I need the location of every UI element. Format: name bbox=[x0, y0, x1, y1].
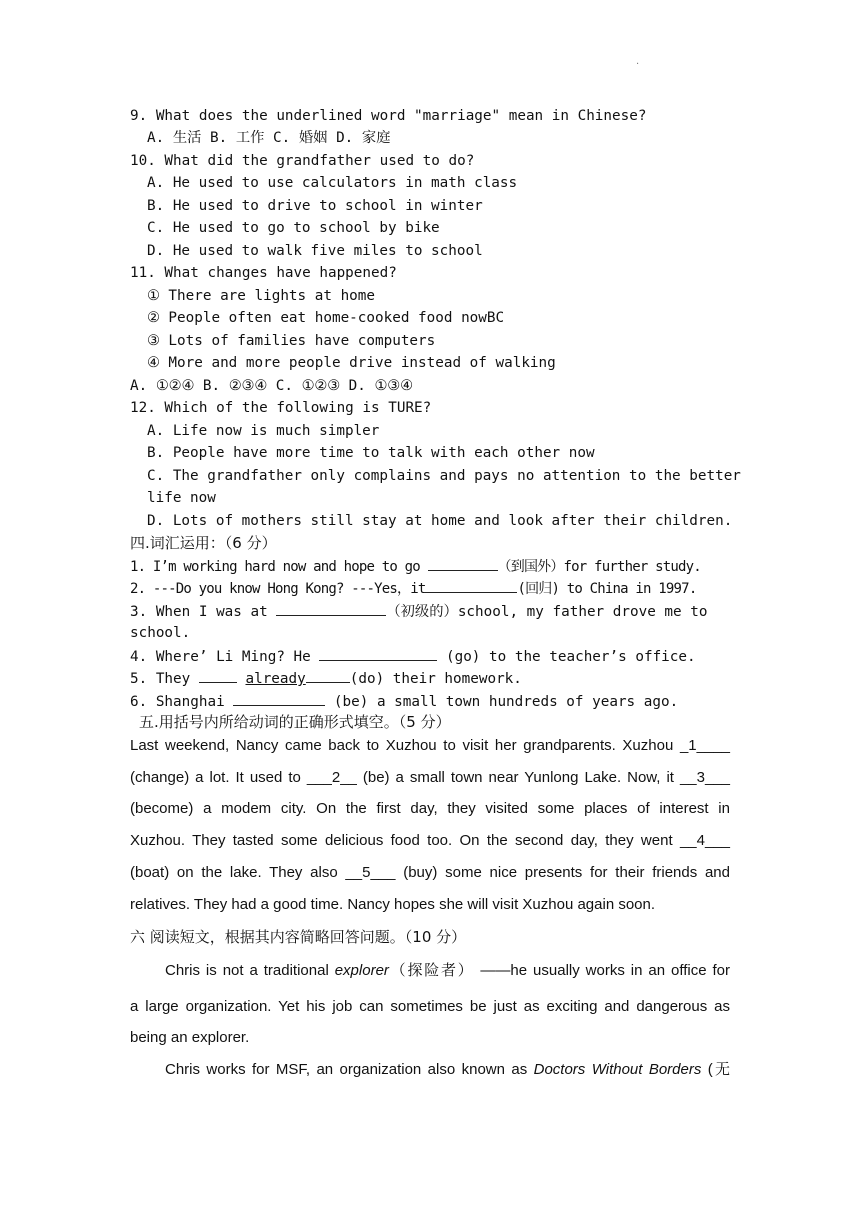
q10-option-c: C. He used to go to school by bike bbox=[147, 220, 440, 236]
passage-line-3: being an explorer. bbox=[130, 1029, 250, 1046]
section5-line-4: Xuzhou. They tasted some delicious food too. On the second day, they went __4___ bbox=[130, 832, 730, 849]
vocab-2-blank[interactable] bbox=[425, 578, 517, 593]
q12-option-a: A. Life now is much simpler bbox=[147, 423, 380, 439]
section5-line-1: Last weekend, Nancy came back to Xuzhou to visit her grandparents. Xuzhou _1____ bbox=[130, 737, 730, 754]
passage-line-1 bbox=[165, 961, 730, 981]
vocab-6-hint: (be) a small town hundreds of years ago. bbox=[333, 694, 679, 710]
vocab-1-text: 1. I’m working hard now and hope to go bbox=[130, 559, 420, 575]
section5-line-6: relatives. They had a good time. Nancy hopes she will visit Xuzhou again soon. bbox=[130, 896, 656, 913]
q9-question: 9. What does the underlined word "marriage" mean in Chinese? bbox=[130, 108, 647, 124]
passage-p2-text: Chris works for MSF, an organization also known as bbox=[165, 1061, 534, 1078]
vocab-5-text: 5. They bbox=[130, 671, 191, 687]
vocab-item-2 bbox=[130, 578, 696, 599]
vocab-item-3 bbox=[130, 601, 707, 622]
vocab-item-4 bbox=[130, 646, 696, 667]
q11-statement-2: ② People often eat home-cooked food nowBC bbox=[147, 310, 505, 326]
q11-statement-3: ③ Lots of families have computers bbox=[147, 333, 436, 349]
passage-text: Chris is not a traditional bbox=[165, 962, 335, 979]
q12-option-c-cont: life now bbox=[147, 490, 216, 506]
vocab-5-hint: (do) their homework. bbox=[349, 671, 522, 687]
passage-italic-explorer: explorer bbox=[334, 962, 389, 979]
vocab-4-blank[interactable] bbox=[319, 646, 437, 661]
q11-question: 11. What changes have happened? bbox=[130, 265, 397, 281]
vocab-3-text: 3. When I was at bbox=[130, 604, 268, 620]
q11-statement-1: ① There are lights at home bbox=[147, 288, 376, 304]
section4-heading: 四.词汇运用：（6 分） bbox=[130, 534, 277, 552]
vocab-5-blank-a[interactable] bbox=[199, 668, 237, 683]
q11-options: A. ①②④ B. ②③④ C. ①②③ D. ①③④ bbox=[130, 378, 413, 394]
vocab-5-blank-b[interactable] bbox=[306, 668, 350, 683]
vocab-6-text: 6. Shanghai bbox=[130, 694, 225, 710]
passage-italic-msf: Doctors Without Borders bbox=[533, 1061, 702, 1078]
vocab-3-hint: （初级的）school, my father drove me to bbox=[386, 604, 708, 620]
q12-option-c: C. The grandfather only complains and pays no attention to the better bbox=[147, 468, 741, 484]
passage-text-cont: （探险者） ——he usually works in an office for bbox=[388, 962, 730, 979]
vocab-item-1 bbox=[130, 556, 701, 577]
q10-option-d: D. He used to walk five miles to school bbox=[147, 243, 483, 259]
vocab-4-hint: (go) to the teacher’s office. bbox=[445, 649, 696, 665]
q11-statement-4: ④ More and more people drive instead of walking bbox=[147, 355, 556, 371]
vocab-6-blank[interactable] bbox=[233, 691, 325, 706]
section5-line-2: (change) a lot. It used to ___2__ (be) a small town near Yunlong Lake. Now, it __3___ bbox=[130, 769, 730, 786]
vocab-2-hint: (回归) to China in 1997. bbox=[517, 581, 697, 597]
vocab-item-6 bbox=[130, 691, 678, 712]
passage-p2-cont: (无 bbox=[701, 1061, 730, 1078]
vocab-2-text: 2. ---Do you know Hong Kong? ---Yes，it bbox=[130, 581, 426, 597]
q12-option-d: D. Lots of mothers still stay at home and look after their children. bbox=[147, 513, 733, 529]
q10-option-b: B. He used to drive to school in winter bbox=[147, 198, 483, 214]
section5-heading: 五.用括号内所给动词的正确形式填空。（5 分） bbox=[139, 713, 451, 731]
page-mark: . bbox=[636, 56, 640, 67]
section5-line-5: (boat) on the lake. They also __5___ (buy) some nice presents for their friends and bbox=[130, 864, 730, 881]
q12-option-b: B. People have more time to talk with each other now bbox=[147, 445, 595, 461]
q10-option-a: A. He used to use calculators in math class bbox=[147, 175, 518, 191]
vocab-5-underlined: already bbox=[245, 671, 306, 687]
section5-line-3: (become) a modem city. On the first day, they visited some places of interest in bbox=[130, 800, 730, 817]
passage-line-2: a large organization. Yet his job can sometimes be just as exciting and dangerous as bbox=[130, 998, 730, 1015]
passage-line-4 bbox=[165, 1060, 730, 1080]
vocab-3-blank[interactable] bbox=[276, 601, 386, 616]
vocab-1-blank[interactable] bbox=[428, 556, 498, 571]
q9-options: A. 生活 B. 工作 C. 婚姻 D. 家庭 bbox=[147, 130, 391, 146]
vocab-item-5 bbox=[130, 668, 522, 689]
vocab-4-text: 4. Where’ Li Ming? He bbox=[130, 649, 311, 665]
section6-heading: 六 阅读短文，根据其内容简略回答问题。（10 分） bbox=[130, 928, 467, 946]
vocab-1-hint: （到国外）for further study. bbox=[497, 559, 701, 575]
vocab-item-3-cont: school. bbox=[130, 625, 191, 641]
q12-question: 12. Which of the following is TURE? bbox=[130, 400, 432, 416]
q10-question: 10. What did the grandfather used to do? bbox=[130, 153, 475, 169]
